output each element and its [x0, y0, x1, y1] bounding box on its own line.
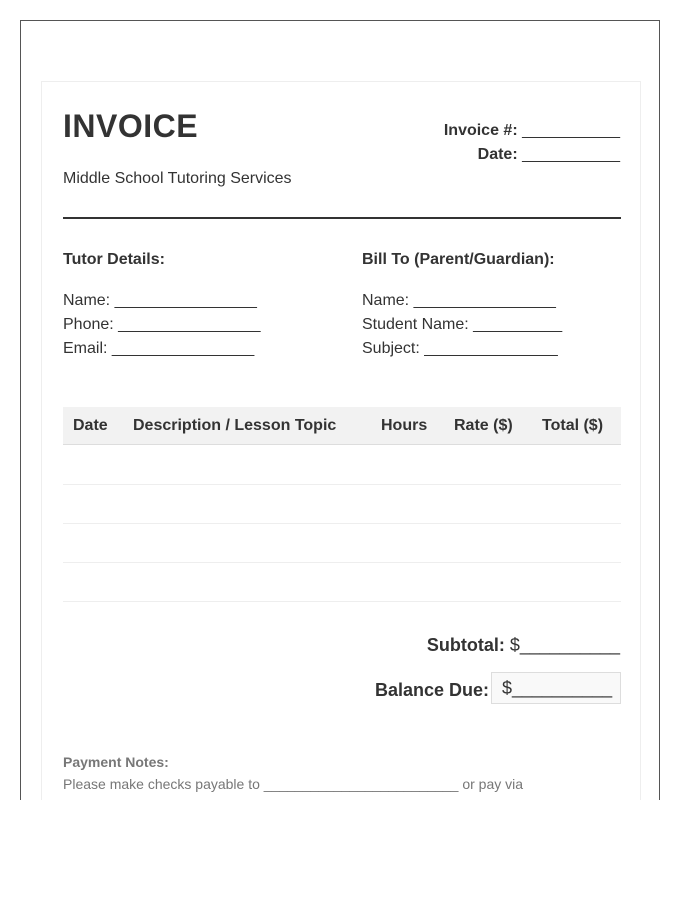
header-divider [63, 217, 621, 219]
balance-due-label: Balance Due: [375, 680, 490, 700]
subtotal-label: Subtotal: [426, 635, 505, 655]
column-header-rate: Rate ($) [454, 417, 513, 434]
table-row[interactable] [63, 446, 621, 485]
payment-notes-text: Please make checks payable to _________________________ or pay via [63, 776, 524, 792]
company-name: Middle School Tutoring Services [63, 170, 292, 187]
table-row[interactable] [63, 524, 621, 563]
table-header [63, 407, 621, 445]
invoice-number-row [444, 122, 620, 140]
subtotal-field[interactable]: $__________ [509, 635, 620, 655]
payment-notes-heading: Payment Notes: [63, 754, 169, 770]
tutor-phone-field[interactable]: Phone: ________________ [63, 316, 261, 333]
balance-due-field[interactable]: $__________ [491, 672, 621, 704]
date-field[interactable]: ___________ [522, 146, 620, 163]
tutor-details-heading: Tutor Details: [63, 251, 165, 268]
column-header-hours: Hours [381, 417, 428, 434]
parent-name-field[interactable]: Name: ________________ [362, 292, 556, 309]
tutor-name-field[interactable]: Name: ________________ [63, 292, 257, 309]
column-header-description: Description / Lesson Topic [133, 417, 337, 434]
page-frame [20, 20, 660, 800]
invoice-number-field[interactable]: ___________ [522, 122, 620, 139]
invoice-document [41, 81, 641, 800]
subtotal-row [427, 635, 620, 656]
bill-to-heading: Bill To (Parent/Guardian): [362, 251, 555, 268]
subject-field[interactable]: Subject: _______________ [362, 340, 558, 357]
tutor-email-field[interactable]: Email: ________________ [63, 340, 255, 357]
column-header-date: Date [73, 417, 108, 434]
invoice-number-label: Invoice #: [443, 122, 518, 139]
date-label: Date: [477, 146, 518, 163]
invoice-title: INVOICE [63, 108, 199, 144]
table-row[interactable] [63, 563, 621, 602]
table-row[interactable] [63, 485, 621, 524]
column-header-total: Total ($) [542, 417, 604, 434]
date-row [478, 146, 620, 164]
student-name-field[interactable]: Student Name: __________ [362, 316, 563, 333]
